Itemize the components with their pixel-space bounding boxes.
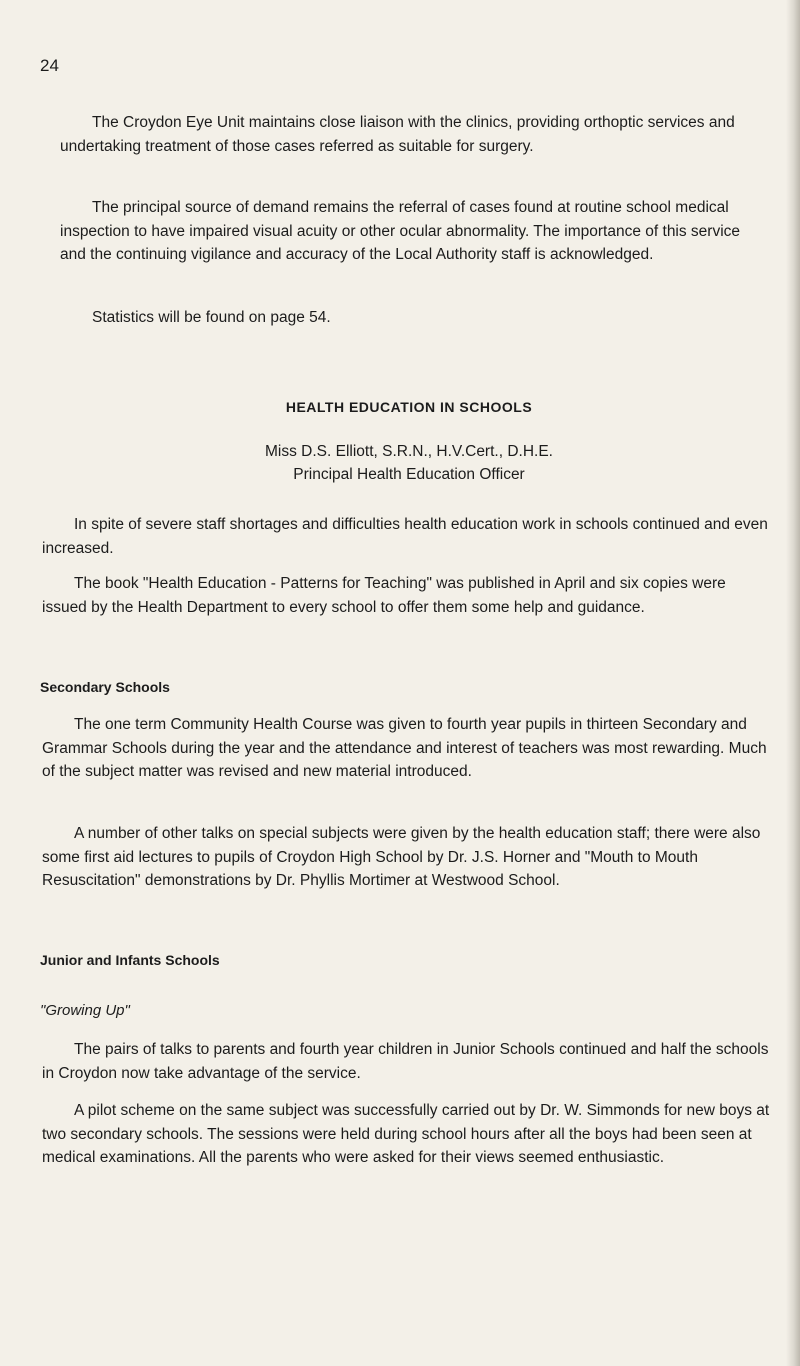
paragraph-other-talks: A number of other talks on special subjects were given by the health education staff; there were also some first aid lectures to pupils of Croydon High School by Dr. J.S. Horner and "Mouth to Mouth Resuscitation" demonstrations by Dr. Phyllis Mortimer at Westwood School. [42,825,761,889]
paragraph-pairs-of-talks: The pairs of talks to parents and fourth year children in Junior Schools continued and half the schools in Croydon now take advantage of the service. [42,1041,769,1082]
paragraph-statistics: Statistics will be found on page 54. [92,309,331,326]
paragraph-book: The book "Health Education - Patterns for Teaching" was published in April and six copies were issued by the Health Department to every school to offer them some help and guidance. [42,575,726,616]
subheading-junior-schools: Junior and Infants Schools [40,952,220,968]
officer-title: Principal Health Education Officer [293,466,525,483]
section-heading: HEALTH EDUCATION IN SCHOOLS [285,399,533,415]
paragraph-severe-shortages: In spite of severe staff shortages and difficulties health education work in schools continued and even increased. [42,516,768,557]
paragraph-community-course: The one term Community Health Course was given to fourth year pupils in thirteen Secondary and Grammar Schools during the year and the attendance and interest of teachers was most rewarding. Much of the subject matter was revised and new material introduced. [42,716,767,780]
page-edge-shadow [786,0,800,1366]
paragraph-principal-source: The principal source of demand remains the referral of cases found at routine school medical inspection to have impaired visual acuity or other ocular abnormality. The importance of this service and the continuing vigilance and accuracy of the Local Authority staff is acknowledged. [60,199,741,263]
page-number: 24 [40,56,59,75]
paragraph-pilot-scheme: A pilot scheme on the same subject was successfully carried out by Dr. W. Simmonds for new boys at two secondary schools. The sessions were held during school hours after all the boys had been seen at medical examinations. All the parents who were asked for their views seemed enthusiastic. [42,1102,770,1166]
paragraph-eye-unit: The Croydon Eye Unit maintains close liaison with the clinics, providing orthoptic services and undertaking treatment of those cases referred as suitable for surgery. [60,114,735,155]
subheading-secondary-schools: Secondary Schools [40,679,170,695]
officer-name: Miss D.S. Elliott, S.R.N., H.V.Cert., D.H.E. [265,443,553,460]
subheading-growing-up: "Growing Up" [40,1002,130,1019]
